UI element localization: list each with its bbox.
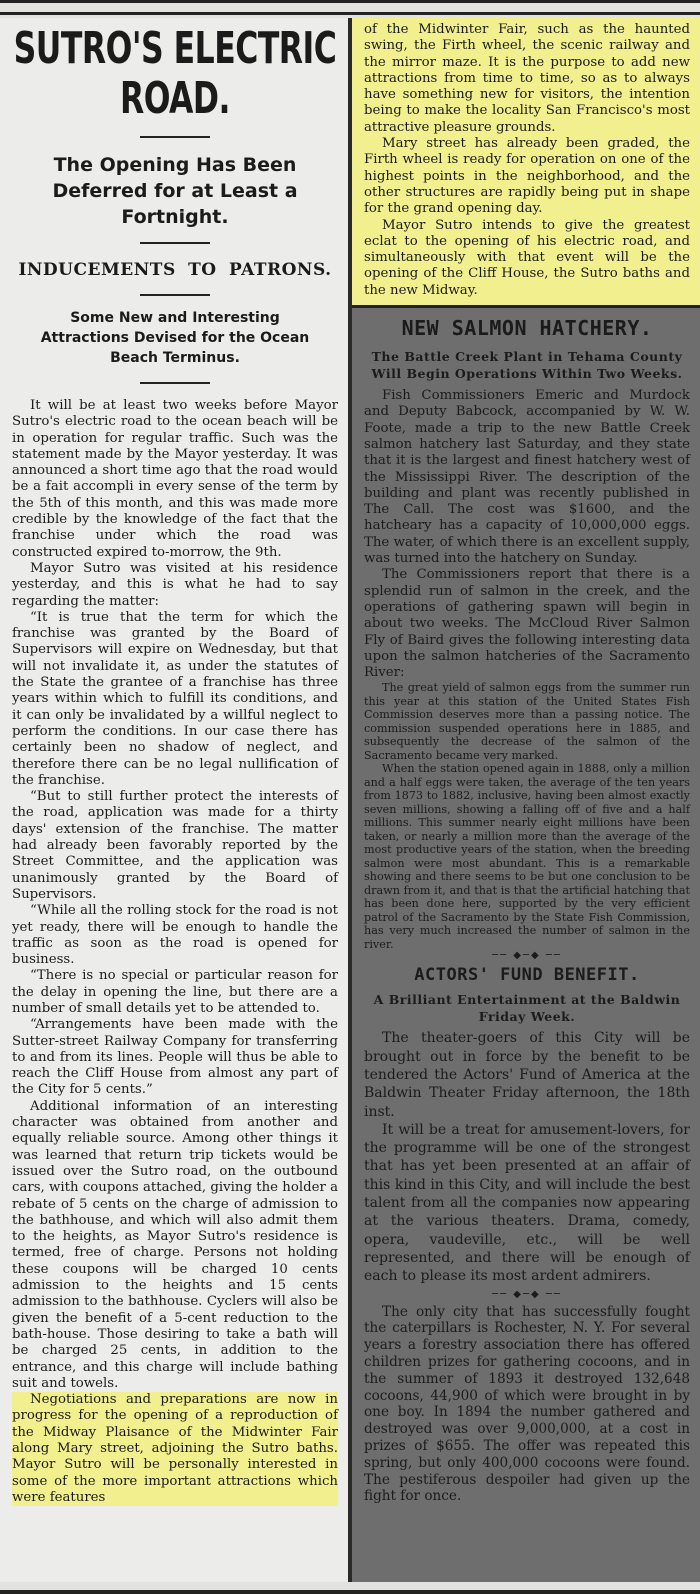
paragraph: Mayor Sutro intends to give the greatest eclat to the opening of his electric road, and simultaneously with that event will be the opening of the Cliff House, the Sutro baths and the new Midway. xyxy=(364,217,690,298)
headline: ACTORS' FUND BENEFIT. xyxy=(414,965,640,986)
paragraph: It will be a treat for amusement-lovers, for the programme will be one of the strongest that has yet been presented at an affair of this kind in this City, and will include the best talent from all the companies now appearing at the various theaters. Drama, comedy, opera, vaudeville, etc., will be well represented, and there will be enough of each to please its most ardent admirers. xyxy=(364,1121,690,1285)
paragraph: “But to still further protect the interests of the road, application was made for a thirty days' extension of the franchise. The matter had already been favorably reported by the Street Committee, and the application was unanimously granted by the Board of Supervisors. xyxy=(12,789,338,902)
paragraph: “It is true that the term for which the franchise was granted by the Board of Supervisors will expire on Wednesday, but that will not invalidate it, as under the statutes of the State the grantee of a franchise has three years within which to fulfill its conditions, and it can only be invalidated by a willful neglect to perform the conditions. In our case there has certainly been no shadow of neglect, and therefore there can be no legal nullification of the franchise. xyxy=(12,609,338,788)
article-body xyxy=(364,388,690,951)
paragraph: Mary street has already been graded, the Firth wheel is ready for operation on one of the highest points in the neighborhood, and the other structures are rapidly being put in shape for the grand opening day. xyxy=(364,136,690,217)
highlighted-paragraph: Negotiations and preparations are now in progress for the opening of a reproduction of the Midway Plaisance of the Midwinter Fair along Mary street, adjoining the Sutro baths. Mayor Sutro will be personally interested in some of the more important attractions which were features xyxy=(12,1392,338,1505)
headline: NEW SALMON HATCHERY. xyxy=(401,316,653,341)
deck: Some New and Interesting Attractions Devised for the Ocean Beach Terminus. xyxy=(40,310,310,366)
quoted-passage xyxy=(364,681,690,951)
article-body xyxy=(364,1304,690,1506)
shaded-section xyxy=(352,308,700,1582)
paragraph: The theater-goers of this City will be brought out in force by the benefit to be tendered the Actors' Fund of America at the Baldwin Theater Friday afternoon, the 18th inst. xyxy=(364,1030,690,1120)
paragraph: of the Midwinter Fair, such as the haunted swing, the Firth wheel, the scenic railway and the mirror maze. It is the purpose to add new attractions from time to time, so as to always have something new for visitors, the intention being to make the locality San Francisco's most attractive pleasure grounds. xyxy=(364,22,690,135)
paragraph: Mayor Sutro was visited at his residence yesterday, and this is what he had to say regarding the matter: xyxy=(12,560,338,609)
paragraph: Fish Commissioners Emeric and Murdock and Deputy Babcock, accompanied by W. W. Foote, made a trip to the new Battle Creek salmon hatchery last Saturday, and they state that it is the largest and finest hatchery west of the Mississippi River. The description of the building and plant was recently published in The Call. The cost was $1600, and the hatcheary has a capacity of 10,000,000 eggs. The water, of which there is an excellent supply, was turned into the hatchery on Sunday. xyxy=(364,388,690,567)
ornament-rule: ── ◆─◆ ── xyxy=(492,950,562,962)
deck: The Battle Creek Plant in Tehama County Will Begin Operations Within Two Weeks. xyxy=(371,349,683,382)
paragraph: The great yield of salmon eggs from the summer run this year at this station of the United States Fish Commission deserves more than a passing notice. The commission suspended operations here in 1885, and subsequently the decrease of the salmon of the Sacramento became very marked. xyxy=(364,681,690,762)
section-heading: INDUCEMENTS TO PATRONS. xyxy=(18,260,332,280)
left-column xyxy=(0,18,348,1582)
paragraph: When the station opened again in 1888, only a million and a half eggs were taken, the average of the ten years from 1873 to 1882, inclusive, having been almost exactly seven millions, showing a falling off of five and a half millions. This summer nearly eight millions have been taken, or nearly a million more than the average of the most productive years of the station, when the breeding salmon were most abundant. This is a remarkable showing and there seems to be but one conclusion to be drawn from it, and that is that the artificial hatching that has been done here, supported by the very efficient patrol of the Sacramento by the State Fish Commission, has very much increased the number of salmon in the river. xyxy=(364,762,690,951)
top-rule xyxy=(0,0,700,3)
paragraph: The only city that has successfully fought the caterpillars is Rochester, N. Y. For several years a forestry association there has offered children prizes for gathering cocoons, and in the summer of 1893 it destroyed 132,648 cocoons, 44,900 of which were brought in by one boy. In 1894 the number gathered and destroyed was over 9,000,000, at a cost in prizes of $655. The offer was repeated this spring, but only 400,000 cocoons were found. The pestiferous despoiler had given up the fight for once. xyxy=(364,1303,690,1505)
bottom-rule xyxy=(0,1590,700,1594)
paragraph: Additional information of an interesting character was obtained from another and equally reliable source. Among other things it was learned that return trip tickets would be issued over the Sutro road, on the outbound cars, with coupons attached, giving the holder a rebate of 5 cents on the charge of admission to the bathhouse, and which will also admit them to the heights, as Mayor Sutro's residence is termed, free of charge. Persons not holding these coupons will be charged 10 cents admission to the heights and 15 cents admission to the bathhouse. Cyclers will also be given the benefit of a 5-cent reduction to the bath-house. Those desiring to take a bath will be charged 25 cents, in addition to the entrance, and this charge will include bathing suit and towels. xyxy=(12,1098,338,1391)
subheadline: The Opening Has Been Deferred for at Least a Fortnight. xyxy=(52,154,298,228)
paragraph: The Commissioners report that there is a splendid run of salmon in the creek, and the operations of gathering spawn will begin in about two weeks. The McCloud River Salmon Fly of Baird gives the following interesting data upon the salmon hatcheries of the Sacramento River: xyxy=(364,567,690,681)
paragraph: “While all the rolling stock for the road is not yet ready, there will be enough to handle the traffic as soon as the road is opened for business. xyxy=(12,903,338,968)
deck: A Brilliant Entertainment at the Baldwin Friday Week. xyxy=(373,992,681,1025)
top-rule-inner xyxy=(0,12,700,15)
paragraph: It will be at least two weeks before Mayor Sutro's electric road to the ocean beach will be in operation for regular traffic. Such was the statement made by the Mayor yesterday. It was announced a short time ago that the road would be a fait accompli in every sense of the term by the 5th of this month, and this was made more credible by the knowledge of the fact that the franchise under which the road was constructed expired to-morrow, the 9th. xyxy=(12,398,338,560)
ornament-rule: ── ◆─◆ ── xyxy=(492,1288,562,1300)
right-column xyxy=(352,18,700,1582)
continued-article xyxy=(352,18,700,305)
article-body xyxy=(12,398,338,1506)
paragraph: “Arrangements have been made with the Sutter-street Railway Company for transferring to and from its lines. People will thus be able to reach the Cliff House from almost any part of the City for 5 cents.” xyxy=(12,1017,338,1098)
article-body xyxy=(364,1029,690,1285)
headline: SUTRO'S ELECTRIC ROAD. xyxy=(13,24,337,124)
paragraph: “There is no special or particular reason for the delay in opening the line, but there are a number of small details yet to be attended to. xyxy=(12,968,338,1016)
